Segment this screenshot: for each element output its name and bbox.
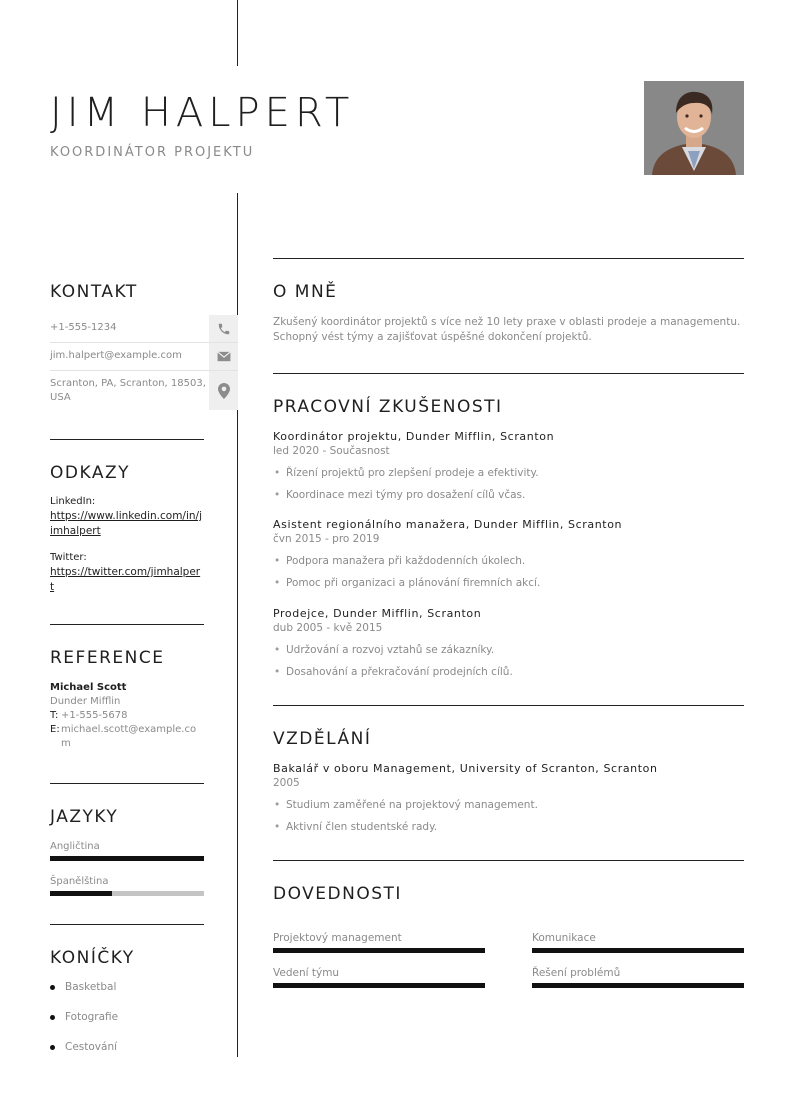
bullet-dot <box>50 1045 55 1050</box>
contact-address: Scranton, PA, Scranton, 18503, USA <box>50 378 206 403</box>
person-role: KOORDINÁTOR PROJEKTU <box>50 145 255 160</box>
job-title: Koordinátor projektu, Dunder Mifflin, Scranton <box>273 430 555 443</box>
job-title: Asistent regionálního manažera, Dunder Mifflin, Scranton <box>273 518 623 531</box>
divider <box>273 258 744 259</box>
language-level-bar <box>50 891 204 896</box>
job-entry <box>273 606 744 683</box>
language-name: Španělština <box>50 876 109 887</box>
contact-email: jim.halpert@example.com <box>50 350 182 361</box>
reference-phone-line <box>50 709 204 723</box>
phone-icon <box>209 315 238 342</box>
twitter-link[interactable]: https://twitter.com/jimhalpert <box>50 566 201 593</box>
reference-email-key: E: <box>50 724 60 735</box>
skill-item <box>532 966 744 988</box>
reference-email-line <box>50 723 204 751</box>
skill-item <box>532 931 744 953</box>
envelope-icon <box>209 343 238 370</box>
education-year: 2005 <box>273 777 300 789</box>
hobbies-section-title: KONÍČKY <box>50 948 135 968</box>
reference-phone-key: T: <box>50 710 59 721</box>
language-item <box>50 840 204 861</box>
hobby-label: Cestování <box>65 1041 118 1053</box>
divider <box>273 705 744 706</box>
job-bullet: • Dosahování a překračování prodejních cílů. <box>273 661 744 683</box>
job-entry <box>273 429 744 506</box>
hobby-item <box>50 1002 204 1032</box>
linkedin-label: LinkedIn: <box>50 496 96 507</box>
job-date: dub 2005 - kvě 2015 <box>273 622 383 634</box>
job-bullet: • Řízení projektů pro zlepšení prodeje a efektivity. <box>273 462 744 484</box>
hobby-label: Basketbal <box>65 981 117 993</box>
contact-section-title: KONTAKT <box>50 282 138 302</box>
language-level-fill <box>50 891 112 896</box>
education-bullet: • Aktivní člen studentské rady. <box>273 816 744 838</box>
hobby-item <box>50 1032 204 1062</box>
languages-section-title: JAZYKY <box>50 807 119 827</box>
divider <box>50 439 204 440</box>
about-text: Zkušený koordinátor projektů s více než 10 lety praxe v oblasti prodeje a managementu. Schopný vést týmy a zajišťovat úspěšné dokončení projektů. <box>273 316 741 343</box>
divider <box>50 924 204 925</box>
contact-phone: +1-555-1234 <box>50 322 117 333</box>
contact-phone-row <box>50 315 238 343</box>
divider <box>50 624 204 625</box>
reference-phone: +1-555-5678 <box>61 710 128 721</box>
skill-item <box>273 931 485 953</box>
bullet-dot <box>50 985 55 990</box>
links-section-title: ODKAZY <box>50 463 130 483</box>
job-bullet: • Pomoc při organizaci a plánování firemních akcí. <box>273 572 744 594</box>
contact-email-row <box>50 343 238 371</box>
about-section-title: O MNĚ <box>273 282 338 302</box>
job-title: Prodejce, Dunder Mifflin, Scranton <box>273 607 482 620</box>
person-name: JIM HALPERT <box>50 90 355 136</box>
reference-name: Michael Scott <box>50 682 127 693</box>
job-date: čvn 2015 - pro 2019 <box>273 533 380 545</box>
skill-item <box>273 966 485 988</box>
job-bullet: • Koordinace mezi týmy pro dosažení cílů včas. <box>273 484 744 506</box>
hobby-item <box>50 972 204 1002</box>
skill-label: Vedení týmu <box>273 967 340 979</box>
hobby-label: Fotografie <box>65 1011 119 1023</box>
education-bullets <box>273 794 744 838</box>
top-divider-line <box>237 0 238 66</box>
language-level-bar <box>50 856 204 861</box>
job-date: led 2020 - Současnost <box>273 445 390 457</box>
divider <box>273 373 744 374</box>
job-bullet: • Udržování a rozvoj vztahů se zákazníky. <box>273 639 744 661</box>
linkedin-link[interactable]: https://www.linkedin.com/in/jimhalpert <box>50 510 202 537</box>
skill-label: Komunikace <box>532 932 596 944</box>
divider <box>273 860 744 861</box>
map-pin-icon <box>209 371 238 410</box>
reference-email: michael.scott@example.com <box>61 724 197 749</box>
skill-bar <box>532 948 744 953</box>
skill-label: Projektový management <box>273 932 402 944</box>
education-entry <box>273 761 744 838</box>
job-entry <box>273 517 744 594</box>
profile-photo <box>644 81 744 175</box>
skill-bar <box>273 983 485 988</box>
bullet-dot <box>50 1015 55 1020</box>
references-section-title: REFERENCE <box>50 648 165 668</box>
education-bullet: • Studium zaměřené na projektový management. <box>273 794 744 816</box>
language-level-fill <box>50 856 204 861</box>
links-list <box>50 495 204 595</box>
job-bullets <box>273 462 744 506</box>
job-bullets <box>273 550 744 594</box>
language-name: Angličtina <box>50 841 100 852</box>
reference-company: Dunder Mifflin <box>50 696 121 707</box>
job-bullets <box>273 639 744 683</box>
skill-bar <box>273 948 485 953</box>
experience-section-title: PRACOVNÍ ZKUŠENOSTI <box>273 397 503 417</box>
education-section-title: VZDĚLÁNÍ <box>273 729 372 749</box>
twitter-label: Twitter: <box>50 552 87 563</box>
skill-bar <box>532 983 744 988</box>
contact-address-row <box>50 371 238 410</box>
job-bullet: • Podpora manažera při každodenních úkolech. <box>273 550 744 572</box>
language-item <box>50 875 204 896</box>
skill-label: Řešení problémů <box>532 967 621 979</box>
divider <box>50 783 204 784</box>
hobbies-list <box>50 972 204 1062</box>
education-degree: Bakalář v oboru Management, University of Scranton, Scranton <box>273 762 658 775</box>
reference-entry <box>50 681 204 751</box>
skills-section-title: DOVEDNOSTI <box>273 884 402 904</box>
